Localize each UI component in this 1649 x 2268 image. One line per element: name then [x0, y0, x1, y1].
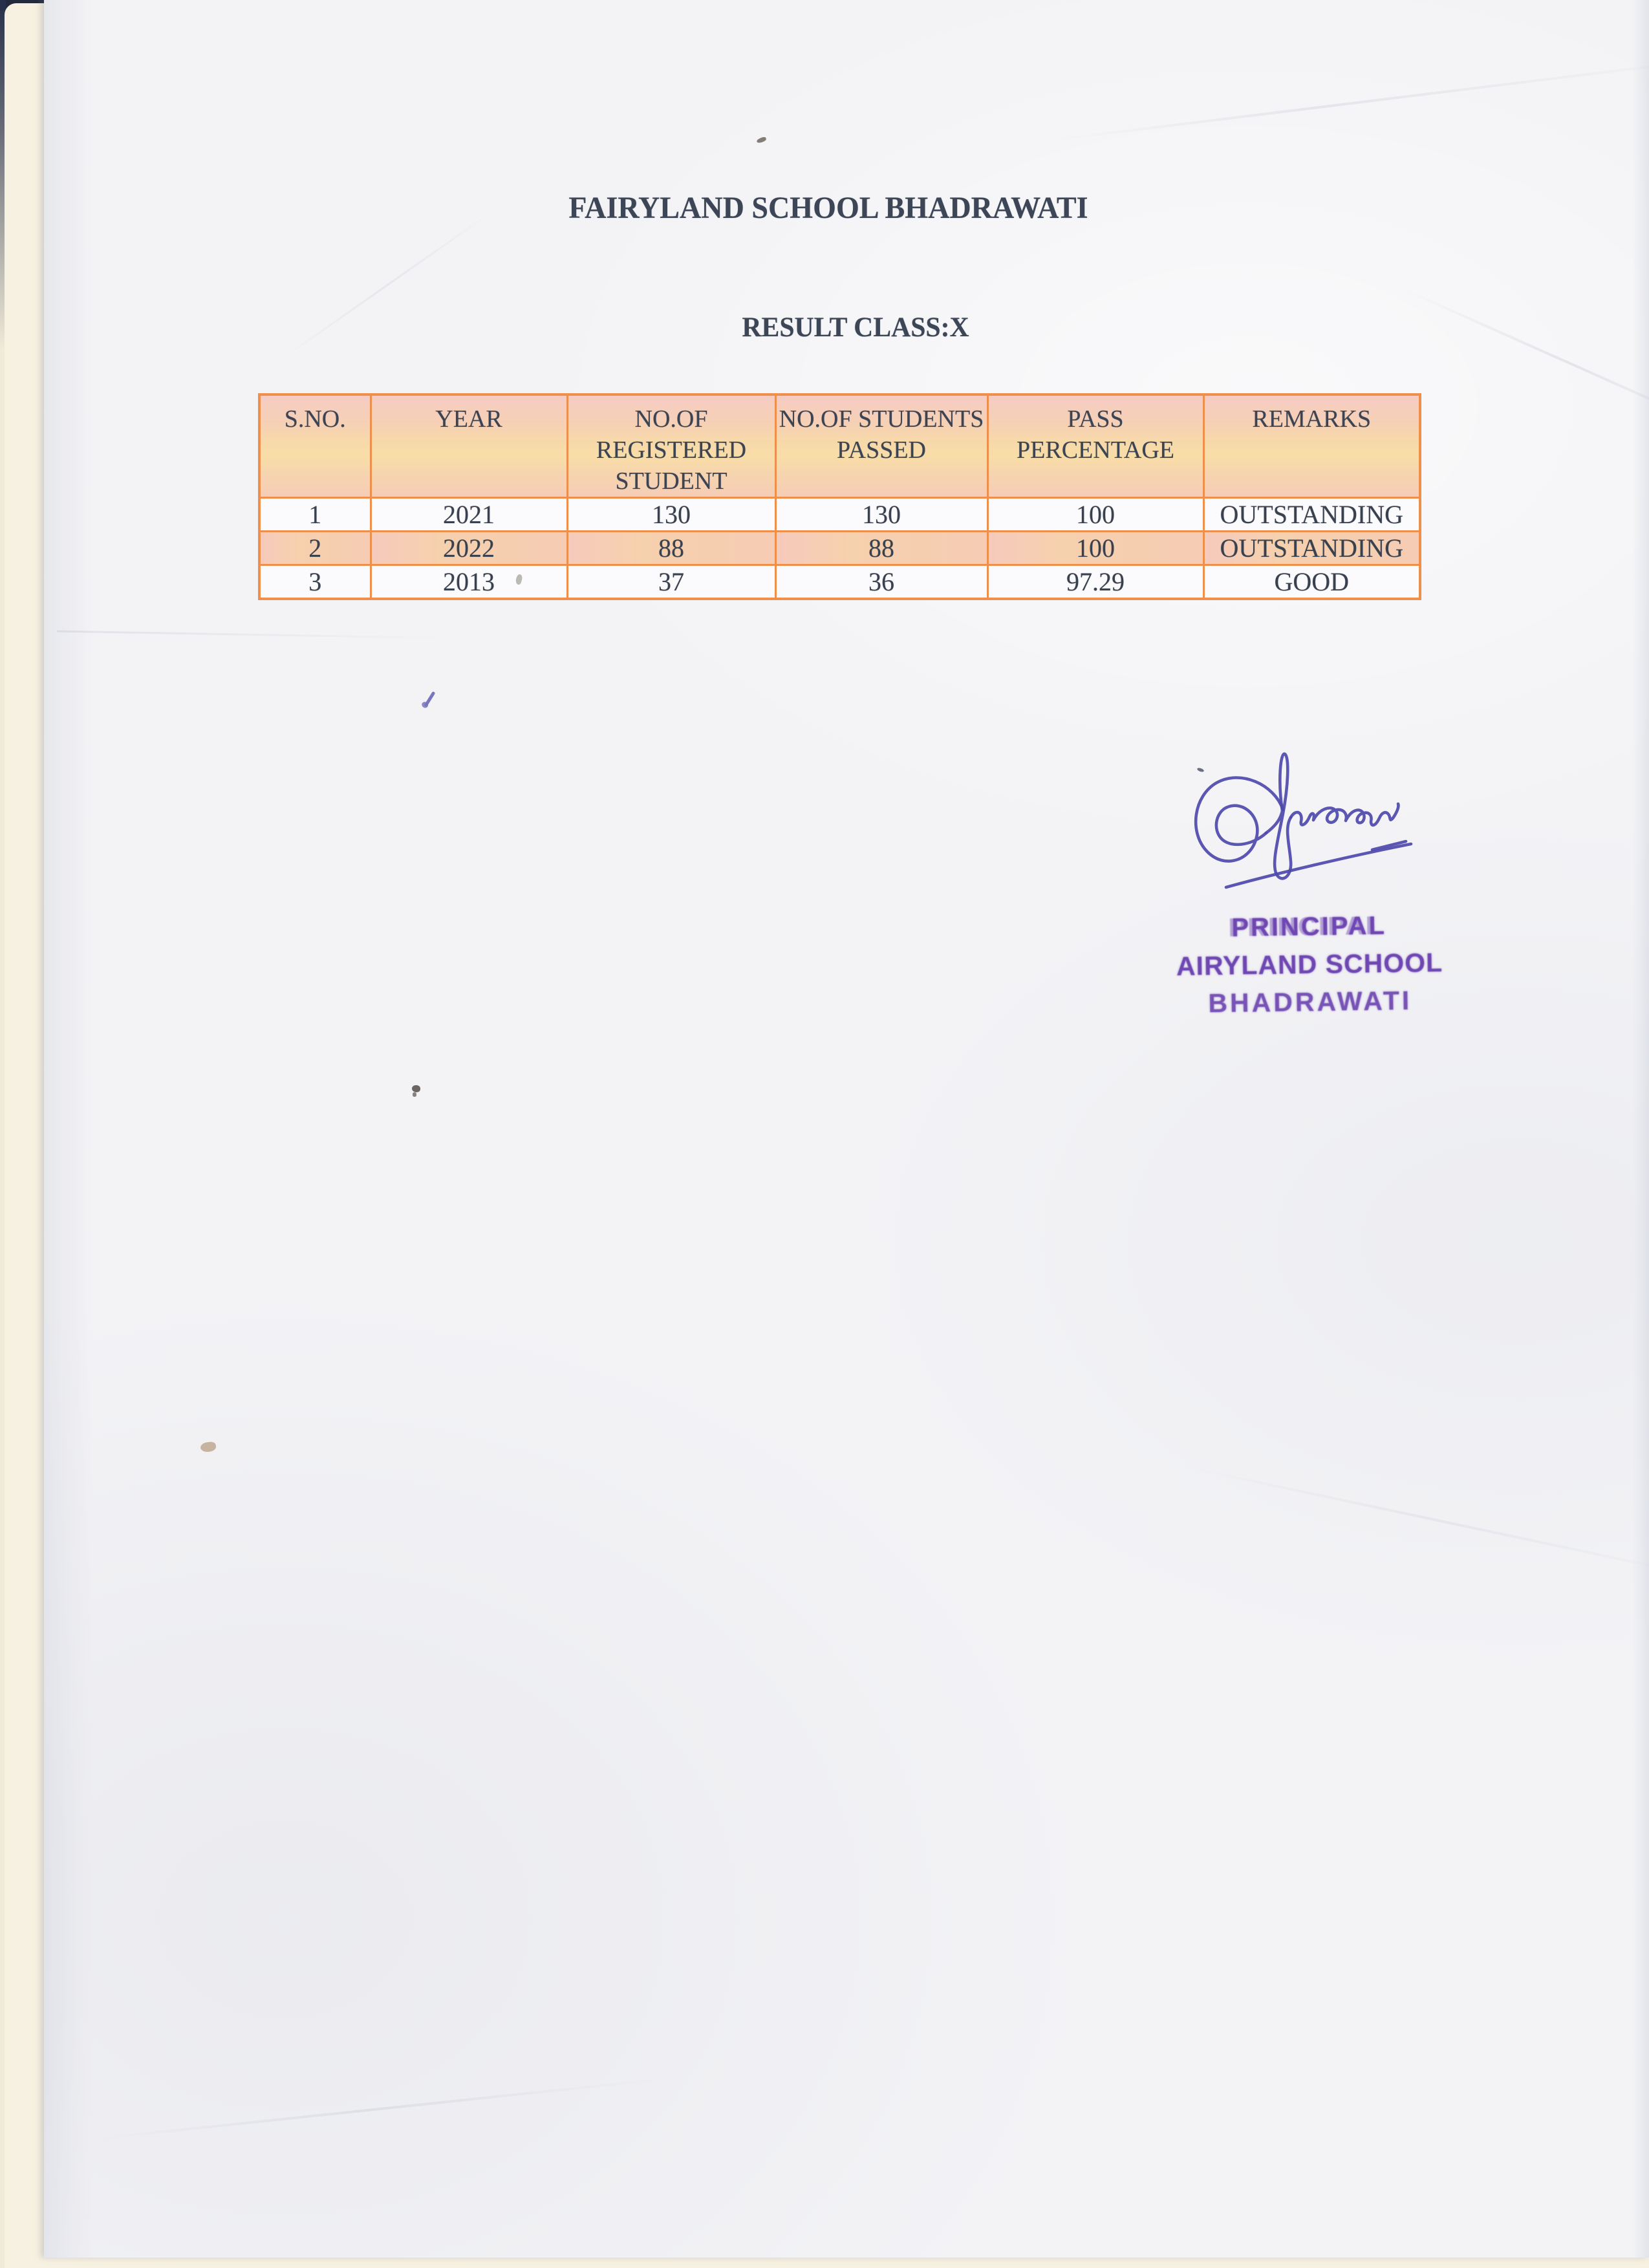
- cell-remarks: OUTSTANDING: [1203, 498, 1420, 532]
- cell-registered: 37: [567, 565, 775, 599]
- stamp-line-school: AIRYLAND SCHOOL: [1176, 947, 1443, 981]
- cell-sno: 2: [259, 532, 371, 565]
- table-row: [259, 498, 1420, 532]
- cell-year: 2013: [371, 565, 567, 599]
- paper-crease: [1404, 288, 1649, 438]
- cell-registered: 88: [567, 532, 775, 565]
- principal-signature: [1176, 742, 1434, 911]
- col-header-remarks: REMARKS: [1203, 394, 1420, 498]
- paper-crease: [1055, 56, 1649, 141]
- cell-passed: 88: [775, 532, 987, 565]
- col-header-passed: NO.OF STUDENTS PASSED: [775, 394, 987, 498]
- col-header-sno: S.NO.: [259, 394, 371, 498]
- cell-pass-percentage: 97.29: [987, 565, 1203, 599]
- ink-speck: [412, 1085, 420, 1092]
- cell-year: 2021: [371, 498, 567, 532]
- col-header-pass-percentage: PASS PERCENTAGE: [987, 394, 1203, 498]
- cell-pass-percentage: 100: [987, 532, 1203, 565]
- cell-year: 2022: [371, 532, 567, 565]
- paper-crease: [280, 211, 493, 361]
- cell-remarks: OUTSTANDING: [1203, 532, 1420, 565]
- table-row: [259, 565, 1420, 599]
- result-class-heading: RESULT CLASS:X: [742, 312, 969, 343]
- signature-stroke: [1266, 754, 1291, 879]
- cell-registered: 130: [567, 498, 775, 532]
- table-header-row: [259, 394, 1420, 498]
- paper-crease: [1181, 1465, 1649, 1577]
- paper-crease: [57, 631, 458, 640]
- results-table: [258, 393, 1421, 600]
- stamp-line-principal: PRINCIPAL: [1231, 911, 1387, 942]
- paper-crease: [84, 2078, 663, 2141]
- col-header-registered: NO.OF REGISTERED STUDENT: [567, 394, 775, 498]
- signature-stroke: [1226, 844, 1411, 887]
- signature-stroke: [1291, 804, 1398, 825]
- paper-right-shade: [1632, 0, 1649, 2258]
- cell-passed: 36: [775, 565, 987, 599]
- cell-pass-percentage: 100: [987, 498, 1203, 532]
- table-row: [259, 532, 1420, 565]
- school-title: FAIRYLAND SCHOOL BHADRAWATI: [568, 191, 1088, 225]
- cell-sno: 1: [259, 498, 371, 532]
- cell-remarks: GOOD: [1203, 565, 1420, 599]
- cell-passed: 130: [775, 498, 987, 532]
- signature-stroke: [1196, 777, 1283, 861]
- col-header-year: YEAR: [371, 394, 567, 498]
- stamp-line-city: BHADRAWATI: [1208, 985, 1412, 1019]
- principal-stamp: [1170, 906, 1449, 1022]
- cell-sno: 3: [259, 565, 371, 599]
